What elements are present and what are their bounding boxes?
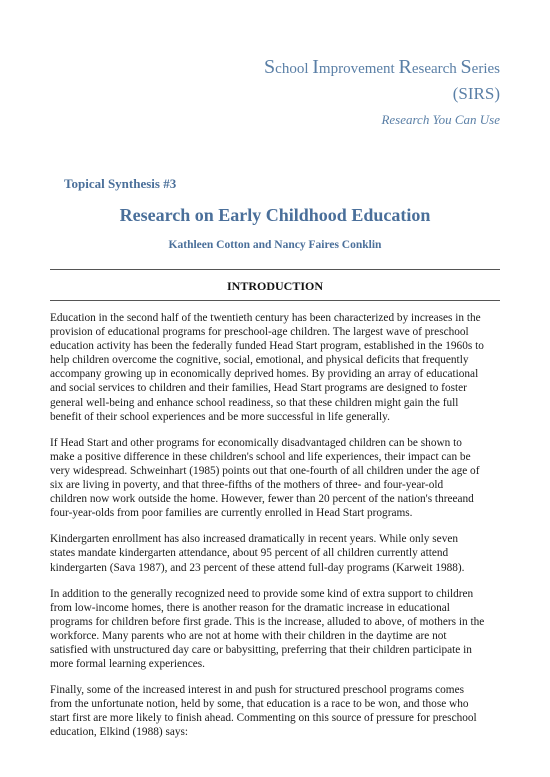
paragraph-line: provision of educational programs for preschool-age children. The largest wave of preschool	[50, 326, 469, 339]
paragraph-line: accompany growing up in economically deprived homes. By providing an array of educational	[50, 368, 479, 381]
body-paragraph	[50, 587, 500, 672]
paragraph-line: states mandate kindergarten attendance, about 95 percent of all children currently attend	[50, 547, 449, 560]
body-text	[50, 311, 500, 752]
series-abbreviation: (SIRS)	[452, 84, 500, 103]
paragraph-line: more formal learning experiences.	[50, 658, 205, 671]
synthesis-label: Topical Synthesis #3	[64, 176, 177, 191]
series-tagline: Research You Can Use	[381, 112, 500, 127]
paragraph-line: four-year-olds from poor families are currently enrolled in Head Start programs.	[50, 507, 413, 520]
document-title: Research on Early Childhood Education	[119, 205, 431, 225]
paragraph-line: from the unfortunate notion, held by some, that education is a race to be won, and those who	[50, 698, 469, 711]
paragraph-line: from low-income homes, there is another reason for the dramatic increase in educational	[50, 601, 450, 614]
body-paragraph	[50, 683, 500, 739]
paragraph-line: In addition to the generally recognized need to provide some kind of extra support to children	[50, 587, 474, 600]
paragraph-line: Kindergarten enrollment has also increased dramatically in recent years. While only seven	[50, 533, 459, 546]
body-paragraph	[50, 532, 500, 574]
authors: Kathleen Cotton and Nancy Faires Conklin	[168, 239, 382, 251]
paragraph-line: make a positive difference in these children's school and life experiences, their impact can be	[50, 450, 471, 463]
body-paragraph	[50, 311, 500, 424]
body-paragraph	[50, 436, 500, 521]
paragraph-line: children now work outside the home. However, fewer than 20 percent of the nation's threeand	[50, 493, 474, 506]
series-title-word: Series	[460, 56, 500, 78]
series-title-word: Research	[398, 56, 461, 78]
paragraph-line: education activity has been the federally funded Head Start program, established in the 1960s to	[50, 340, 484, 353]
paragraph-line: general well-being and enhance school readiness, so that these children might gain the full	[50, 396, 459, 409]
paragraph-line: If Head Start and other programs for economically disadvantaged children can be shown to	[50, 436, 462, 449]
paragraph-line: and social services to children and their families, Head Start programs are designed to foster	[50, 382, 467, 395]
divider-top	[50, 269, 500, 270]
paragraph-line: Education in the second half of the twentieth century has been characterized by increases in the	[50, 312, 481, 324]
paragraph-line: Finally, some of the increased interest in and push for structured preschool programs comes	[50, 684, 465, 697]
paragraph-line: six are living in poverty, and that three-fifths of the mothers of three- and four-year-old	[50, 479, 444, 492]
divider-bottom	[50, 300, 500, 301]
paragraph-line: education, Elkind (1988) says:	[50, 726, 189, 739]
paragraph-line: workforce. Many parents who are not at home with their children in the daytime are not	[50, 629, 447, 642]
section-heading: INTRODUCTION	[226, 279, 323, 293]
paragraph-line: start first are more likely to finish ahead. Commenting on this source of pressure for preschool	[50, 712, 477, 725]
paragraph-line: programs for children before first grade. This is the increase, alluded to above, of mothers in the	[50, 615, 485, 628]
paragraph-line: help children overcome the cognitive, social, emotional, and physical deficits that frequently	[50, 354, 469, 367]
series-title-word: Improvement	[312, 56, 399, 78]
paragraph-line: satisfied with unstructured day care or babysitting, preferring that their children participate in	[50, 643, 472, 656]
series-title	[264, 56, 500, 79]
series-title-word: School	[264, 56, 313, 78]
paragraph-line: benefit of their school experiences and be more successful in life generally.	[50, 410, 390, 423]
paragraph-line: kindergarten (Sava 1987), and 23 percent of these attend full-day programs (Karweit 1988).	[50, 561, 465, 574]
paragraph-line: very widespread. Schweinhart (1985) points out that one-fourth of all children under the age of	[50, 464, 480, 477]
